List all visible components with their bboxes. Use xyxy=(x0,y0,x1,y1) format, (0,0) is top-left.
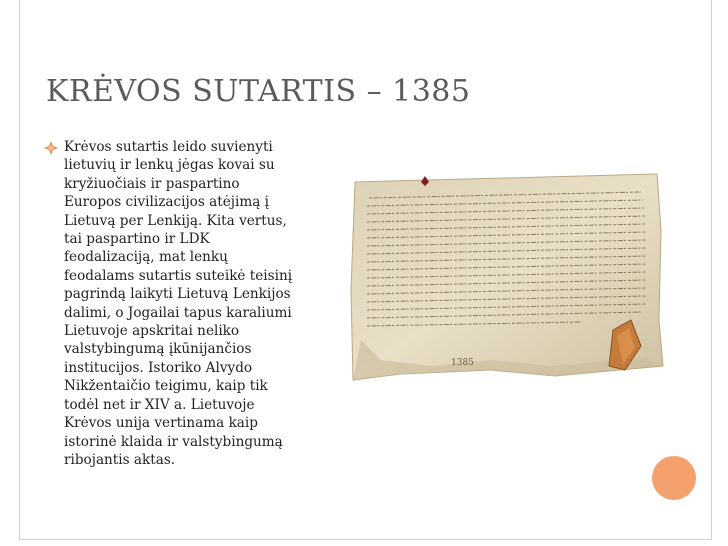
bullet-text: Krėvos sutartis leido suvienyti lietuvių ir lenkų jėgas kovai su kryžiuočiais ir paspartino Europos civilizacijos atėjimą į Lietuvą per Lenkiją. Kita vertus, tai paspartino ir LDK feodalizaciją, mat lenkų feodalams sutartis suteikė teisinį pagrindą laikyti Lietuvą Lenkijos dalimi, o Jogailai tapus karaliumi Lietuvoje apskritai neliko valstybingumą įkūnijančios institucijos. Istoriko Alvydo Nikžentaičio teigimu, kaip tik todėl net ir XIV a. Lietuvoje Krėvos unija vertinama kaip istorinė klaida ir valstybingumą ribojantis aktas. xyxy=(64,139,293,468)
decorative-orange-circle xyxy=(652,456,696,500)
document-year-note: 1385 xyxy=(451,358,474,368)
parchment-document-image xyxy=(341,170,668,406)
slide-title: KRĖVOS SUTARTIS – 1385 xyxy=(46,74,471,109)
orange-diamond-bullet-icon xyxy=(44,140,58,154)
